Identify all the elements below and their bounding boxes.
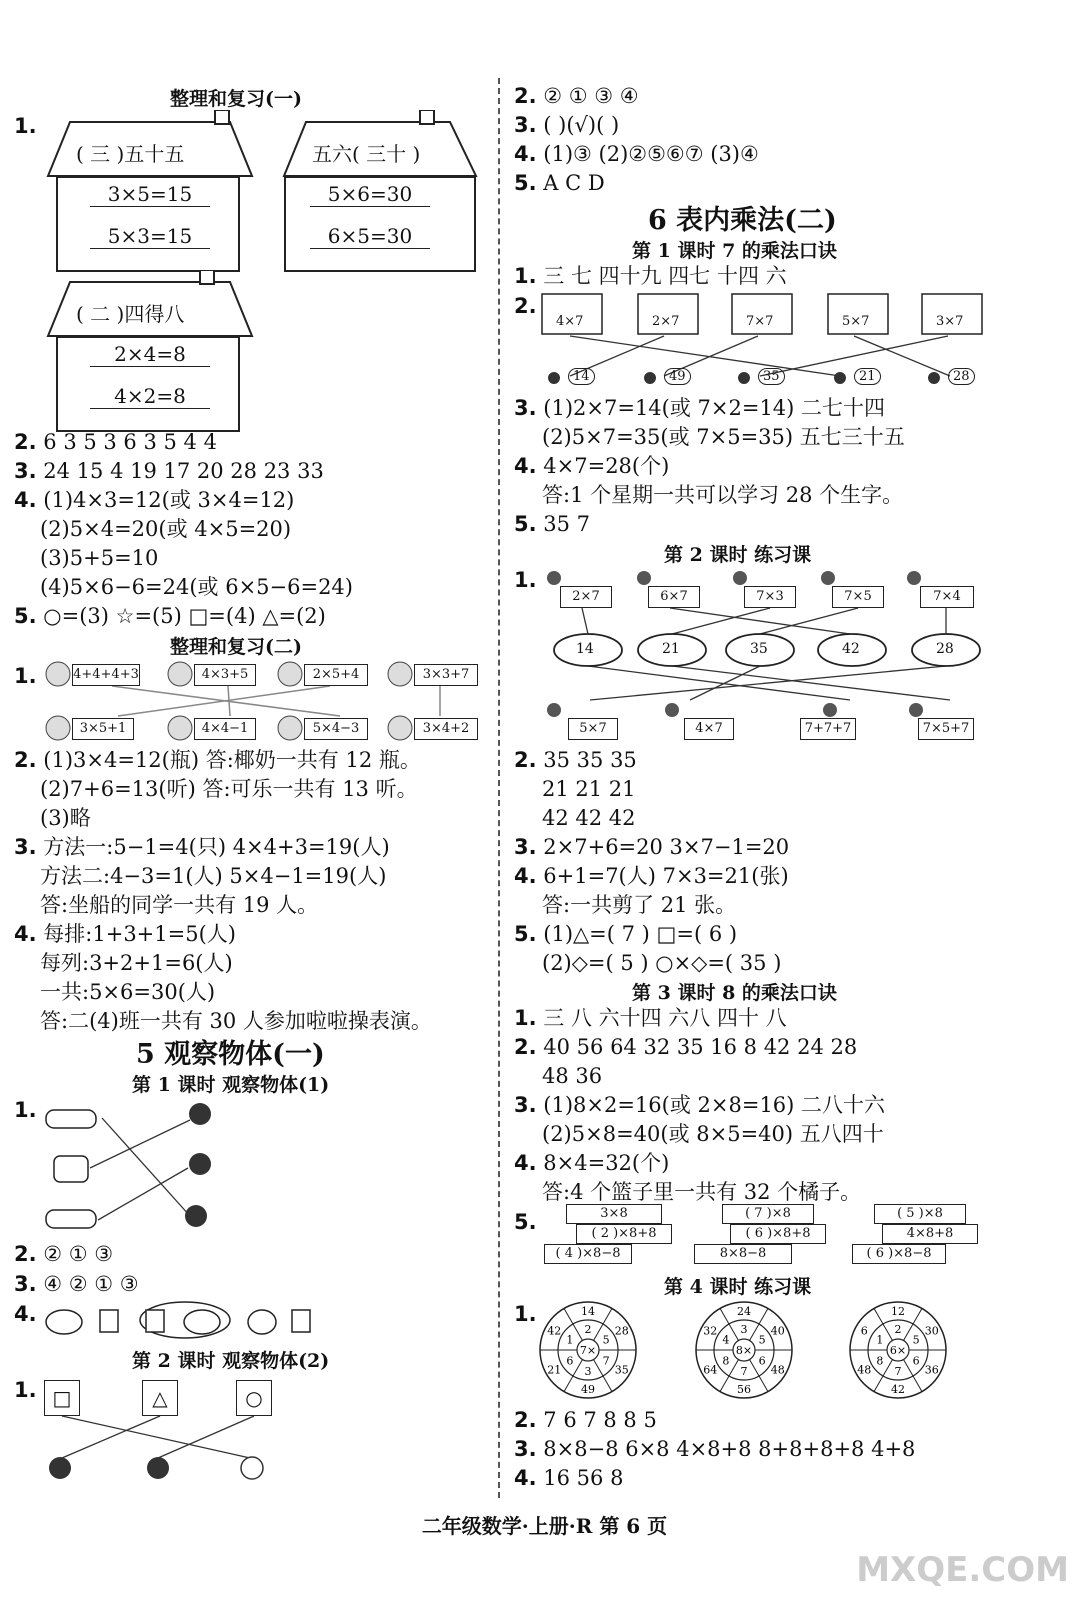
expression-card: 7×4	[920, 586, 974, 608]
nest-label: 35	[750, 641, 768, 657]
answer-line	[514, 140, 759, 168]
answer-line	[514, 262, 787, 290]
answer-line	[14, 1270, 139, 1298]
question-number: 5.	[514, 922, 537, 946]
answer-text: 48 36	[542, 1064, 603, 1088]
cat-icon	[278, 716, 302, 740]
wheel-inner-number: 6	[566, 1354, 574, 1368]
house-2	[280, 110, 480, 270]
car-side-icon	[46, 1110, 96, 1128]
answer-text: 40 56 64 32 35 16 8 42 24 28	[543, 1035, 858, 1059]
watermark: MXQE.COM	[856, 1550, 1069, 1590]
wheel-outer-number: 48	[857, 1363, 872, 1377]
bird-icon	[909, 703, 923, 717]
question-number: 3.	[14, 1272, 37, 1296]
answer-text: 每列:3+2+1=6(人)	[40, 951, 233, 975]
answer-text: (1)③ (2)②⑤⑥⑦ (3)④	[543, 142, 759, 166]
child-icon	[189, 1153, 211, 1175]
key-icon	[548, 372, 560, 384]
lesson-title: 第 3 课时 8 的乘法口诀	[632, 982, 837, 1004]
answer-text: 21 21 21	[542, 777, 636, 801]
answer-line	[514, 1435, 915, 1463]
wheel-inner-number: 6	[912, 1354, 920, 1368]
answer-text: 三 七 四十九 四七 十四 六	[543, 264, 787, 288]
answer-text: 42 42 42	[542, 806, 636, 830]
child-icon	[185, 1205, 207, 1227]
house-roof-text: ( 三 )五十五	[76, 142, 185, 166]
wheel-outer-number: 21	[547, 1363, 562, 1377]
question-number: 3.	[514, 1437, 537, 1461]
answer-text: 35 7	[543, 512, 591, 536]
answer-text: 16 56 8	[543, 1466, 624, 1490]
answer-text: (1)3×4=12(瓶) 答:椰奶一共有 12 瓶。	[43, 748, 421, 772]
shape-card: △	[142, 1380, 178, 1416]
stack-card: ( 4 )×8−8	[544, 1244, 632, 1264]
wheel-inner-number: 4	[722, 1333, 730, 1347]
stack-card: ( 5 )×8	[874, 1204, 966, 1224]
answer-line	[14, 602, 326, 630]
expression-card: 6×7	[648, 586, 700, 608]
answer-text: (2)7+6=13(听) 答:可乐一共有 13 听。	[40, 777, 418, 801]
answer-text: 答:4 个篮子里一共有 32 个橘子。	[542, 1180, 862, 1204]
wheel-outer-number: 64	[703, 1363, 718, 1377]
bird-icon	[547, 571, 561, 585]
answer-text: 答:坐船的同学一共有 19 人。	[40, 893, 319, 917]
answer-text: (1)4×3=12(或 3×4=12)	[43, 488, 295, 512]
answer-line	[514, 862, 789, 890]
wheel-outer-number: 48	[770, 1363, 785, 1377]
wheel-outer-number: 35	[614, 1363, 629, 1377]
question-number: 4.	[514, 1151, 537, 1175]
lesson-title: 第 1 课时 观察物体(1)	[132, 1074, 330, 1096]
elephant-icon	[388, 662, 412, 686]
question-number: 4.	[514, 142, 537, 166]
wheel-inner-number: 6	[758, 1354, 766, 1368]
answer-line	[514, 169, 605, 197]
wheel-inner-number: 1	[566, 1333, 574, 1347]
question-number: 3.	[514, 1093, 537, 1117]
question-number: 2.	[514, 748, 537, 772]
stack-card: 4×8+8	[882, 1224, 978, 1244]
answer-text: 35 35 35	[543, 748, 637, 772]
expression-card: 3×4+2	[414, 718, 478, 740]
wheel-inner-number: 2	[584, 1323, 592, 1336]
question-number: 2.	[14, 430, 37, 454]
cup-icon	[146, 1310, 164, 1332]
answer-line	[14, 920, 236, 948]
answer-line	[14, 833, 390, 861]
answer-text: (2)5×7=35(或 7×5=35) 五七三十五	[542, 425, 905, 449]
multiplication-wheels	[538, 1298, 958, 1404]
answer-text: 8×4=32(个)	[543, 1151, 670, 1175]
answer-line	[514, 452, 669, 480]
chest-label: 5×7	[842, 314, 870, 329]
house-roof-text: 五六( 三十 )	[312, 142, 421, 166]
answer-text: 一共:5×6=30(人)	[40, 980, 216, 1004]
answer-line	[14, 428, 217, 456]
child-icon	[189, 1103, 211, 1125]
wheel-inner-number: 7	[740, 1365, 748, 1378]
deer-icon	[168, 716, 192, 740]
question-number: 3.	[14, 459, 37, 483]
stack-card: 8×8−8	[694, 1244, 792, 1264]
key-icon	[928, 372, 940, 384]
wheel-inner-number: 7	[894, 1365, 902, 1378]
rabbit-icon	[388, 716, 412, 740]
wheel-outer-number: 28	[614, 1324, 629, 1338]
expression-card: 4+4+4+3	[72, 664, 140, 686]
wheel-inner-number: 2	[894, 1323, 902, 1336]
question-number: 3.	[514, 113, 537, 137]
teapot-icon	[248, 1310, 276, 1334]
butterfly-icon	[241, 1457, 263, 1479]
answer-line	[514, 1149, 669, 1177]
wheel-outer-number: 30	[924, 1324, 939, 1338]
wheel-inner-number: 8	[722, 1354, 730, 1368]
section-title-review-1: 整理和复习(一)	[170, 88, 302, 110]
chapter-title-5: 5 观察物体(一)	[136, 1039, 325, 1070]
equation: 3×5=15	[90, 182, 210, 207]
key-icon	[834, 372, 846, 384]
answer-text: 每排:1+3+1=5(人)	[43, 922, 236, 946]
question-number: 5.	[514, 1210, 537, 1234]
answer-line	[514, 746, 637, 774]
answer-line	[14, 457, 324, 485]
page-footer: 二年级数学·上册·R 第 6 页	[421, 1514, 668, 1538]
wheel-outer-number: 49	[581, 1383, 595, 1396]
wheel-outer-number: 14	[581, 1305, 595, 1318]
answer-text: 4×7=28(个)	[543, 454, 670, 478]
question-number: 1.	[514, 1302, 537, 1326]
expression-card: 3×3+7	[414, 664, 478, 686]
question-number: 1.	[514, 568, 537, 592]
chest-label: 4×7	[556, 314, 584, 329]
expression-card: 7×5	[832, 586, 884, 608]
lesson-title: 第 2 课时 观察物体(2)	[132, 1350, 330, 1372]
key-label: 49	[664, 368, 691, 385]
shape-card: ○	[236, 1380, 272, 1416]
expression-card: 3×5+1	[72, 718, 134, 740]
answer-line	[514, 1464, 623, 1492]
equation: 5×6=30	[310, 182, 430, 207]
lesson-title: 第 1 课时 7 的乘法口诀	[632, 240, 837, 262]
teapot-icon	[46, 1310, 82, 1334]
answer-text: (2)◇=( 5 ) ○×◇=( 35 )	[542, 951, 782, 975]
expression-card: 7×5+7	[918, 718, 974, 740]
wheel-outer-number: 40	[770, 1324, 785, 1338]
question-number: 1.	[514, 1006, 537, 1030]
observe-matching-figure	[40, 1098, 270, 1238]
car-side-icon	[46, 1210, 96, 1228]
house-3	[40, 270, 260, 430]
key-label: 14	[568, 368, 595, 385]
wheel-outer-number: 12	[891, 1305, 905, 1318]
key-icon	[738, 372, 750, 384]
car-front-icon	[54, 1156, 88, 1182]
key-icon	[644, 372, 656, 384]
answer-line	[14, 1240, 113, 1268]
stack-card: 3×8	[566, 1204, 662, 1224]
question-number: 1.	[14, 114, 37, 138]
answer-line	[514, 111, 619, 139]
question-number: 2.	[514, 1408, 537, 1432]
answer-text: 2×7+6=20 3×7−1=20	[543, 835, 790, 859]
answer-text: 6+1=7(人) 7×3=21(张)	[543, 864, 789, 888]
cow-icon	[46, 716, 70, 740]
expression-card: 5×7	[568, 718, 618, 740]
wheel-outer-number: 42	[891, 1383, 905, 1396]
answer-text: 24 15 4 19 17 20 28 23 33	[43, 459, 324, 483]
question-number: 1.	[14, 664, 37, 688]
house-roof-text: ( 二 )四得八	[76, 302, 185, 326]
answer-text: ② ① ③	[43, 1242, 114, 1266]
chest-label: 7×7	[746, 314, 774, 329]
expression-card: 7×3	[744, 586, 796, 608]
bird-icon	[907, 571, 921, 585]
question-number: 4.	[514, 454, 537, 478]
equation: 5×3=15	[90, 224, 210, 249]
bird-icon	[637, 571, 651, 585]
question-number: 1.	[14, 1098, 37, 1122]
wheel-inner-number: 1	[876, 1333, 884, 1347]
wheel-outer-number: 24	[737, 1305, 751, 1318]
bird-icon	[547, 703, 561, 717]
question-number: 5.	[514, 512, 537, 536]
answer-text: ( )(√)( )	[543, 113, 620, 137]
equation: 2×4=8	[90, 342, 210, 367]
question-number: 3.	[514, 835, 537, 859]
expression-card: 4×4−1	[194, 718, 256, 740]
key-label: 21	[854, 368, 881, 385]
turtle-icon	[168, 662, 192, 686]
answer-text: (1)8×2=16(或 2×8=16) 二八十六	[543, 1093, 886, 1117]
answer-text: (3)5+5=10	[40, 546, 159, 570]
stack-card: ( 6 )×8+8	[730, 1224, 826, 1244]
chapter-title-6: 6 表内乘法(二)	[648, 205, 837, 236]
question-number: 4.	[14, 1302, 37, 1326]
question-number: 2.	[14, 748, 37, 772]
expression-card: 4×3+5	[194, 664, 256, 686]
child-icon	[49, 1457, 71, 1479]
stack-card: ( 7 )×8	[722, 1204, 814, 1224]
stack-card: ( 6 )×8−8	[852, 1244, 946, 1264]
answer-text: (3)略	[40, 806, 91, 830]
stack-card: ( 2 )×8+8	[576, 1224, 672, 1244]
expression-card: 5×4−3	[304, 718, 368, 740]
wheel-outer-number: 42	[547, 1324, 562, 1338]
answer-text: ④ ② ① ③	[43, 1272, 139, 1296]
wheel-inner-number: 3	[584, 1365, 592, 1378]
nest-label: 28	[936, 641, 954, 657]
question-number: 4.	[14, 488, 37, 512]
question-number: 3.	[514, 396, 537, 420]
shape-card: □	[44, 1380, 80, 1416]
answer-text: (1)△=( 7 ) □=( 6 )	[543, 922, 738, 946]
question-number: 5.	[514, 171, 537, 195]
hippo-icon	[278, 662, 302, 686]
wheel-inner-number: 5	[602, 1333, 610, 1347]
expression-card: 4×7	[684, 718, 734, 740]
answer-line	[514, 1033, 857, 1061]
chest-label: 2×7	[652, 314, 680, 329]
question-number: 2.	[514, 84, 537, 108]
column-divider	[498, 78, 500, 1498]
answer-text: 三 八 六十四 六八 四十 八	[543, 1006, 787, 1030]
expression-card: 7+7+7	[800, 718, 856, 740]
answer-text: 方法二:4−3=1(人) 5×4−1=19(人)	[40, 864, 387, 888]
answer-text: A C D	[543, 171, 605, 195]
answer-text: (4)5×6−6=24(或 6×5−6=24)	[40, 575, 353, 599]
answer-text: ○=(3) ☆=(5) □=(4) △=(2)	[43, 604, 326, 628]
answer-text: 6 3 5 3 6 3 5 4 4	[43, 430, 217, 454]
equation: 6×5=30	[310, 224, 430, 249]
answer-line	[514, 1004, 787, 1032]
expression-card: 2×7	[560, 586, 612, 608]
question-number: 4.	[14, 922, 37, 946]
section-title-review-2: 整理和复习(二)	[170, 636, 302, 658]
expression-card: 2×5+4	[304, 664, 368, 686]
house-1	[40, 110, 260, 270]
wheel-inner-number: 3	[740, 1323, 748, 1336]
answer-line	[514, 394, 885, 422]
question-number: 3.	[14, 835, 37, 859]
answer-line	[14, 486, 294, 514]
answer-text: (2)5×8=40(或 8×5=40) 五八四十	[542, 1122, 884, 1146]
answer-text: 8×8−8 6×8 4×8+8 8+8+8+8 4+8	[543, 1437, 916, 1461]
answer-line	[514, 920, 737, 948]
answer-line	[514, 82, 639, 110]
answer-text: 答:一共剪了 21 张。	[542, 893, 737, 917]
wheel-outer-number: 56	[737, 1383, 751, 1396]
key-label: 28	[948, 368, 975, 385]
answer-line	[14, 746, 421, 774]
lesson-title: 第 2 课时 练习课	[664, 544, 812, 566]
question-number: 4.	[514, 1466, 537, 1490]
wheel-center-label: 7×	[579, 1344, 597, 1357]
answer-text: 方法一:5−1=4(只) 4×4+3=19(人)	[43, 835, 390, 859]
wheel-inner-number: 5	[912, 1333, 920, 1347]
bird-icon	[733, 571, 747, 585]
answer-line	[514, 510, 590, 538]
answer-text: 答:二(4)班一共有 30 人参加啦啦操表演。	[40, 1009, 432, 1033]
child-icon	[147, 1457, 169, 1479]
wheel-outer-number: 36	[924, 1363, 939, 1377]
bird-icon	[821, 571, 835, 585]
bird-icon	[823, 703, 837, 717]
question-number: 2.	[514, 1035, 537, 1059]
answer-line	[514, 1406, 657, 1434]
wheel-center-label: 6×	[889, 1344, 907, 1357]
nest-label: 42	[842, 641, 860, 657]
answer-text: (1)2×7=14(或 7×2=14) 二七十四	[543, 396, 886, 420]
chest-label: 3×7	[936, 314, 964, 329]
key-label: 35	[758, 368, 785, 385]
cup-icon	[292, 1310, 310, 1332]
wheel-inner-number: 5	[758, 1333, 766, 1347]
cup-icon	[100, 1310, 118, 1332]
answer-text: ② ① ③ ④	[543, 84, 639, 108]
wheel-outer-number: 32	[703, 1324, 718, 1338]
sheep-icon	[46, 662, 70, 686]
wheel-center-label: 8×	[735, 1344, 753, 1357]
question-number: 5.	[14, 604, 37, 628]
question-number: 2.	[14, 1242, 37, 1266]
wheel-outer-number: 6	[860, 1324, 868, 1338]
teapot-cup-figure	[40, 1298, 340, 1340]
equation: 4×2=8	[90, 384, 210, 409]
wheel-inner-number: 7	[602, 1354, 610, 1368]
question-number: 1.	[514, 264, 537, 288]
nest-label: 21	[662, 641, 680, 657]
lesson-title: 第 4 课时 练习课	[664, 1276, 812, 1298]
wheel-inner-number: 8	[876, 1354, 884, 1368]
question-number: 4.	[514, 864, 537, 888]
nest-label: 14	[576, 641, 594, 657]
question-number: 1.	[14, 1378, 37, 1402]
question-number: 2.	[514, 294, 537, 318]
answer-text: 7 6 7 8 8 5	[543, 1408, 657, 1432]
answer-text: (2)5×4=20(或 4×5=20)	[40, 517, 292, 541]
bird-icon	[665, 703, 679, 717]
answer-line	[514, 1091, 885, 1119]
teapot-icon	[184, 1310, 220, 1334]
answer-text: 答:1 个星期一共可以学习 28 个生字。	[542, 483, 904, 507]
answer-line	[514, 833, 789, 861]
